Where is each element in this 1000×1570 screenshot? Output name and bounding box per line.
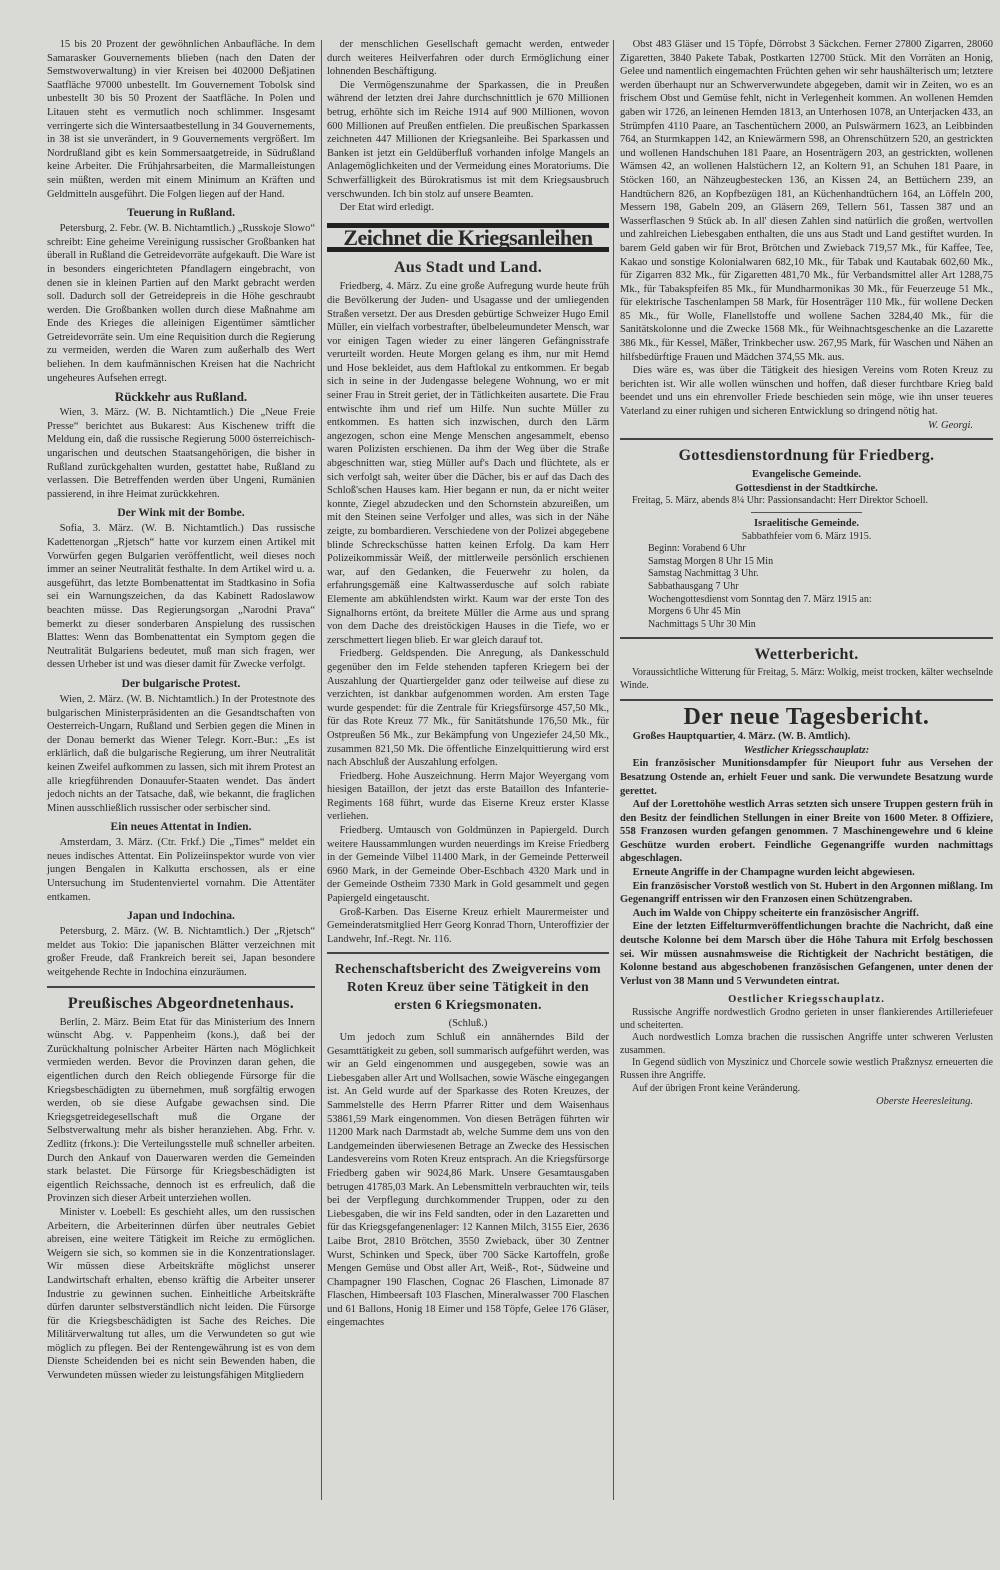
article-paragraph: Friedberg. Geldspenden. Die Anregung, als Dankesschuld gegenüber den im Felde stehenden tapferen Kriegern bei der Auszahlung der Quartiergelder ganz oder teilweise auf diese zu verzichten, ist dankbar aufgenommen worden. Am ersten Tage wurde gespendet: für die Zentrale für Kriegsfürsorge 457,50 Mk., für das Rote Kreuz 77 Mk., für Sanitätshunde 176,50 Mk., für Ostpreußen 56 Mk., zur Bekämpfung von Ungeziefer 24,50 Mk., zusammen 821,50 Mk. Die öffentliche Einzelquittierung wird erst nach Abschluß der Auszahlung erfolgen. — [327, 648, 609, 769]
dateline: Großes Hauptquartier, 4. März. (W. B. Amtlich). — [632, 731, 851, 743]
signature: W. Georgi. — [927, 419, 973, 431]
report-paragraph: Ein französischer Munitionsdampfer für Nieuport fuhr aus Versehen der Besatzung Ostende an, erhielt Feuer und sank. Die verwundete Besatzung wurde gerettet. — [620, 758, 993, 797]
column-3 — [620, 38, 993, 1109]
article-paragraph: Wien, 3. März. (W. B. Nichtamtlich.) Die „Neue Freie Presse“ berichtet aus Bukarest: Aus Kischenew trifft die Meldung ein, daß die russische Regierung 5000 österreichisch-ungarischen und deutschen Staatsangehörigen, die bisher in Rußland zurückgehalten wurden, gestattet habe, Rußland zu verlassen. Die Betreffenden werden über Ungeni, Rumänien passierend, in ihre Heimat zurückkehren. — [47, 407, 315, 500]
service-notice: Freitag, 5. März, abends 8¼ Uhr: Passionsandacht: Herr Direktor Schoell. — [632, 495, 929, 507]
divider — [620, 637, 993, 639]
divider — [751, 512, 863, 513]
headline-teuerung: Teuerung in Rußland. — [127, 207, 235, 220]
divider — [620, 438, 993, 440]
subheading: Evangelische Gemeinde. — [751, 469, 862, 481]
subheading: Sabbathfeier vom 6. März 1915. — [741, 530, 872, 542]
article-continuation: 15 bis 20 Prozent der gewöhnlichen Anbaufläche. In dem Samarasker Gouvernements blieben (nach den Daten der Semstwoverwaltung) in vier Kreisen bei 402000 Deßjatinen Saatfläche 97000 unbestellt. Im Gouvernement Tobolsk sind unbestellt 30 bis 50 Prozent der Saatfläche. In Polen und Litauen steht es vermutlich noch schlimmer. Insgesamt verringerte sich die Wintersaatbestellung in 34 Gouvernements, in 38 ist sie unverändert, in 9 Gouvernements vergrößert. Im Nordrußland gibt es kein Sommersaatgetreide, in Südrußland keine Arbeiter. Die Frühjahrsarbeiten, die Marmalleistungen sein müßten, werden mit einem Minimum an Kräften und Geldmitteln ausgeführt. Die Folgen liegen auf der Hand. — [47, 39, 315, 200]
service-time: Morgens 6 Uhr 45 Min — [648, 606, 741, 618]
subheading: Oestlicher Kriegsschauplatz. — [728, 994, 885, 1006]
service-time: Nachmittags 5 Uhr 30 Min — [648, 618, 756, 630]
article-paragraph: Groß-Karben. Das Eiserne Kreuz erhielt Maurermeister und Gemeinderatsmitglied Herr Georg Konrad Thorn, Unteroffizier der Landwehr, Inf.-Regt. Nr. 116. — [327, 906, 609, 945]
headline-rotes-kreuz: Rechenschaftsbericht des Zweigvereins vom Roten Kreuz über seine Tätigkeit in den ersten 6 Kriegsmonaten. — [335, 961, 601, 1013]
report-paragraph: Russische Angriffe nordwestlich Grodno gerieten in unser flankierendes Artilleriefeuer und scheiterten. — [620, 1007, 993, 1031]
divider — [327, 952, 609, 954]
headline-japan: Japan und Indochina. — [127, 910, 235, 923]
article-paragraph: Minister v. Loebell: Es geschieht alles, um den russischen Arbeitern, die Arbeiterinnen dürfen über neutrales Gebiet abreisen, eine weitere Tätigkeit im Reiche zu ermöglichen. Weigern sie sich, so kommen sie in die Konzentrationslager. Wir müssen diese Arbeitskräfte möglichst unserer Landwirtschaft erhalten, ebenso kräftig die Arbeiter unserer Industrie zu gewinnen suchen. Einheitliche Arbeitskräfte dürfen darunter selbstverständlich nicht leiden. Die Fürsorge für die Kriegsbeschädigten ist Sache des Reiches. Die Militärverwaltung tut alles, um die Verwundeten so gut wie möglich zu pflegen. Bei der Rentengewährung ist es von dem Dienste Scheidenden bei es nicht sein Bewenden haben, die Verwundeten müssen wieder zu leistungsfähigen Mitgliedern — [47, 1206, 315, 1382]
divider — [47, 986, 315, 988]
headline-wetter: Wetterbericht. — [754, 646, 859, 664]
article-paragraph: Wien, 2. März. (W. B. Nichtamtlich.) In der Protestnote des bulgarischen Ministerpräsidenten an die Gesandtschaften von Oesterreich-Ungarn, Rußland und Serbien gegen die Minen in der Donau bemerkt das Wiener Telegr. Korr.-Bur.: „Es ist erklärlich, daß die bulgarische Regierung, um ihrer Neutralität keinen Zweifel aufkommen zu lassen, sich mit ihrem Protest an alle kriegführenden Donauufer-Staaten wendet. Das ändert jedoch nichts an der Tatsache, daß, wie bekannt, die fraglichen Minen ausschließlich russischer oder serbischer sind. — [47, 693, 315, 814]
report-paragraph: Erneute Angriffe in der Champagne wurden leicht abgewiesen. — [632, 867, 915, 879]
headline-wink: Der Wink mit der Bombe. — [117, 507, 245, 520]
article-paragraph: Petersburg, 2. März. (W. B. Nichtamtlich.) Der „Rjetsch“ meldet aus Tokio: Die japanischen Blätter verzeichnen mit großer Freude, daß Frankreich bereit sei, Japan besondere weitgehende Rechte in Indochina einzuräumen. — [47, 926, 315, 979]
report-paragraph: Ein französischer Vorstoß westlich von St. Hubert in den Argonnen mißlang. Im Gegenangriff entrissen wir den Franzosen einen Schützengraben. — [620, 880, 993, 906]
headline-stadt-land: Aus Stadt und Land. — [394, 259, 542, 277]
headline-tagesbericht: Der neue Tagesbericht. — [683, 703, 930, 730]
article-paragraph: Friedberg. Hohe Auszeichnung. Herrn Major Weyergang vom hiesigen Bataillon, der jetzt das erste Bataillon des Infanterie-Regiments 168 führt, wurde das Eiserne Kreuz erster Klasse verliehen. — [327, 770, 609, 823]
service-time: Samstag Nachmittag 3 Uhr. — [648, 568, 759, 580]
article-paragraph: Amsterdam, 3. März. (Ctr. Frkf.) Die „Times“ meldet ein neues indisches Attentat. Ein Polizeiinspektor wurde von vier jungen Bengalen in Kalkutta erschossen, als er eine Untersuchung im Studentenviertel vornahm. Die Attentäter entkamen. — [47, 837, 315, 903]
subheading: Israelitische Gemeinde. — [754, 518, 859, 529]
service-time: Samstag Morgen 8 Uhr 15 Min — [648, 555, 774, 567]
report-paragraph: Eine der letzten Eiffelturmveröffentlichungen brachte die Nachricht, daß eine deutsche Kolonne bei dem Marsch über die Höhe Tahura mit Erfolg beschossen sei. Wir müssen ausnahmsweise die Richtigkeit der Nachricht bestätigen, die Kolonne bestand aus abgeschobenen französischen Gefangenen, unter denen der Verlust von 38 Mann und 5 Verwundeten eintrat. — [620, 921, 993, 987]
report-paragraph: Auch nordwestlich Lomza brachen die russischen Angriffe unter schweren Verlusten zusammen. — [620, 1032, 993, 1056]
signature: Oberste Heeresleitung. — [875, 1096, 973, 1108]
subheading: Westlicher Kriegsschauplatz: — [743, 744, 870, 756]
report-paragraph: In Gegend südlich von Myszinicz und Chorcele sowie westlich Praßznysz erneuerten die Russen ihre Angriffe. — [620, 1057, 993, 1081]
headline-protest: Der bulgarische Protest. — [121, 677, 241, 690]
continuation-note: (Schluß.) — [448, 1018, 488, 1030]
headline-rueckkehr: Rückkehr aus Rußland. — [114, 389, 248, 405]
article-paragraph: Friedberg, 4. März. Zu eine große Aufregung wurde heute früh die Bevölkerung der Juden- und Usagasse und der umliegenden Straßen versetzt. Der aus Dresden gebürtige Schweizer Hugo Emil Müller, ein vielfach vorbestrafter, übelbeleumundeter Mensch, war vor einigen Tagen wieder zu einer längeren Gefängnisstrafe verurteilt worden. Heute Morgen gelang es ihm, nur mit Hemd und Hose bekleidet, aus dem Haftlokal zu entkommen. Er begab sich in seine in der Judengasse belegene Wohnung, wo er mit seiner Frau in Streit geriet, der in Tätlichkeiten ausartete. Die Frau entwischte ihm und rief um Hilfe. Nun suchte Müller zu entkommen. Es hatten sich inzwischen, durch den Lärm angezogen, schon eine Menge Menschen angesammelt, ebenso waren Polizisten erschienen. Da ihm der Weg über die Straße abgeschnitten war, stieg Müller auf's Dach und flüchtete, als er sich verfolgt sah, weiter über die Dächer, bis er auf das Dach des Schloß'schen Hauses kam. Hier begann er nun, da er nicht weiter konnte, Ziegel abzudecken und den Schornstein abzureißen, um mit den Steinen seine Verfolger und alles, was sich in der Nähe zeigte, zu bombardieren. Verschiedene von der Polizei abgegebene blinde Schreckschüsse hatten keinen Erfolg. Da kam Herr Polizeikommissär Weiß, der mittlerweile persönlich erschienen war, auf den Gedanken, die Feuerwehr zu holen, da erfahrungsgemäß eine Kaltwasserdusche auf solch rabiate Elemente am abkühlendsten wirkt. Kaum war der erste Ton des Signalhorns ertönt, da breitete Müller die Arme aus und sprang von dem Dache des dreistöckigen Hauses in die Tiefe, wo er zerschmettert liegen blieb. Er war gleich darauf tot. — [327, 281, 609, 646]
article-paragraph: Die Vermögenszunahme der Sparkassen, die in Preußen während der letzten drei Jahre durchschnittlich je 670 Millionen betrug, erhöhte sich im Reiche 1914 auf 900 Millionen, wovon 600 Millionen auf Preußen entfielen. Die preußischen Sparkassen zeichneten 447 Millionen der Kriegsanleihe. Bei Sparkassen und Banken ist jetzt ein Geldüberfluß vorhanden infolge Mangels an Anlagemöglichkeiten und der Vermeidung eines Moratoriums. Die Schwerfälligkeit des Bürokratismus ist mit dem Kriegsausbruch verschwunden. Ich bin stolz auf unsere Beamten. — [327, 79, 609, 200]
article-paragraph: Der Etat wird erledigt. — [339, 202, 435, 214]
service-time: Sabbathausgang 7 Uhr — [648, 580, 739, 592]
service-times — [620, 543, 993, 631]
article-paragraph: Um jedoch zum Schluß ein annäherndes Bild der Gesamttätigkeit zu geben, soll summarisch aufgeführt werden, was wir an Geld eingenommen und ausgegeben, sowie was an Liebesgaben aller Art und Wollsachen, sowie Wäsche eingegangen ist. An Geld wurde auf der Sparkasse des Roten Kreuzes, der Sammelstelle des Herrn Pfarrer Ritter und dem Waisenhaus 53861,59 Mark eingenommen. Von diesen Beträgen führten wir 11200 Mark nach Darmstadt ab, welche Summe dem uns von den Landgemeinden überwiesenen Betrage an Zwecke des Hessischen Landesvereins vom Roten Kreuz entsprach. An die Kriegsfürsorge Friedberg gaben wir 9024,86 Mark. Unsere Gesamtausgaben betrugen 41785,03 Mark. An Lebensmitteln verbrauchten wir, teils bei der Verpflegung durchkommender Truppen, oder zu den Liebesgaben, die wir ins Feld sandten, oder in den Lazaretten und für das Kriegsgefangenenlager: 12 Kannen Milch, 3155 Eier, 2636 Laibe Brot, 2810 Brötchen, 3550 Zwieback, über 30 Zentner Wurst, Schinken und Speck, über 700 Säcke Kartoffeln, große Mengen Gemüse und Obst aller Art, Weiß-, Rot-, Südweine und Champagner 190 Flaschen, Cognac 26 Flaschen, Limonade 87 Flaschen, Himbeersaft 103 Flaschen, Mineralwasser 700 Flaschen und 61 Ballons, Honig 18 Eimer und 158 Töpfe, Gelee 176 Gläser, eingemachtes — [327, 1032, 609, 1329]
column-rule — [613, 40, 614, 1500]
subheading: Gottesdienst in der Stadtkirche. — [735, 482, 878, 494]
article-continuation: der menschlichen Gesellschaft gemacht werden, entweder durch weiteres Heilverfahren oder durch Ermöglichung einer lohnenden Beschäftigung. — [327, 39, 609, 78]
war-bond-banner: Zeichnet die Kriegsanleihen — [327, 223, 609, 253]
report-paragraph: Auf der übrigen Front keine Veränderung. — [632, 1082, 801, 1094]
weather-text: Voraussichtliche Witterung für Freitag, 5. März: Wolkig, meist trocken, kälter wechselnde Winde. — [620, 667, 993, 691]
report-paragraph: Auf der Lorettohöhe westlich Arras setzten sich unsere Truppen gestern früh in den Besitz der feindlichen Stellungen in einer Breite von 1600 Meter. 8 Offiziere, 558 Franzosen wurden gefangen genommen. 7 Maschinengewehre und 6 kleine Geschütze wurden erobert. Feindliche Gegenangriffe wurden nachmittags abgeschlagen. — [620, 799, 993, 865]
article-paragraph: Friedberg. Umtausch von Goldmünzen in Papiergeld. Durch weitere Haussammlungen wurden neuerdings im Kreise Friedberg in der Gemeinde Vilbel 11400 Mark, in der Gemeinde Petterweil 6960 Mark, in der Gemeinde Ober-Eschbach 4320 Mark und in der Gemeinde Ostheim 7330 Mark in Gold gesammelt und gegen Papiergeld eingetauscht. — [327, 825, 609, 905]
article-paragraph: Berlin, 2. März. Beim Etat für das Ministerium des Innern wünscht Abg. v. Pappenheim (kons.), daß bei der Zurückhaltung polnischer Arbeiter Härten nach Möglichkeit vermieden werden. Bevor die Provinzen daran gehen, die eigentlichen durch den Reich obliegende Fürsorge für die Kriegsbeschädigten zu übernehmen, muß sorgfältig erwogen werden, ob sie diese Aufgabe gewachsen sind. Die Kriegsgetreidegesellschaft muß die Organe der Selbstverwaltung mehr als bisher heranziehen. Abg. Frhr. v. Zedlitz (frkons.): Die Verteilungsstelle muß schneller arbeiten. Durch den Ankauf von Dauerwaren werden die Gemeinden stark belastet. Die Fürsorge für Kriegsbeschädigten ist eigentlich Reichssache, dennoch ist es erfreulich, daß die Provinzen sich dieser Arbeit unterziehen wollen. — [47, 1016, 315, 1205]
column-2 — [327, 38, 609, 1330]
article-paragraph: Sofia, 3. März. (W. B. Nichtamtlich.) Das russische Kadettenorgan „Rjetsch“ hatte vor kurzem einen Artikel mit Vorwürfen gegen Bulgarien veröffentlicht, weil dieses noch immer an seiner Neutralität festhalte. In dem Artikel wird u. a. ausgeführt, das letzte Bombenattentat im Stadtkasino in Sofia sei ein Warnungszeichen, da das Kabinett Radoslawow beachten müsse. Das Regierungsorgan „Narodni Prava“ bemerkt zu dieser sonderbaren Anspielung des russischen Blattes: Wenn das Bombenattentat ein Symptom gegen die Neutralität Bulgariens bedeutet, muß man sich fragen, wer dessen Urheber ist und was dieser damit für Zwecke verfolgt. — [47, 523, 315, 671]
article-paragraph: Dies wäre es, was über die Tätigkeit des hiesigen Vereins vom Roten Kreuz zu berichten ist. Wir alle wollen wünschen und hoffen, daß dieser furchtbare Krieg bald beendet und uns ein ehrenvoller Friede beschieden sein möge, wie ihn unser teueres Vaterland zu einer ruhigen und sicheren Entwicklung so dringend nötig hat. — [620, 365, 993, 418]
column-1 — [47, 38, 315, 1383]
headline-abgeordnetenhaus: Preußisches Abgeordnetenhaus. — [67, 994, 295, 1012]
article-paragraph: Petersburg, 2. Febr. (W. B. Nichtamtlich.) „Russkoje Slowo“ schreibt: Eine geheime Vereinigung russischer Großbanken hat überall in Rußland die Getreidevorräte aufgekauft. Die Ware ist in besonders eingerichteten Pfandlagern eingebracht, von denen sie in kleinen Partien auf den Markt gebracht werden soll. Dadurch soll der Getreidepreis in die Höhe geschraubt werden. Die Großbanken wollen durch diese Maßnahme am Ende des Krieges die alleinigen Eigentümer sämtlicher Getreidevorräte sein. Um eine Requisition durch die Regierung zu vermeiden, werden die Waren zum außerhalb des Wert beliehen. In dem kaufmännischen Kreisen hat die Nachricht ungeheures Aufsehen erregt. — [47, 223, 315, 384]
column-rule — [321, 40, 322, 1500]
report-paragraph: Auch im Walde von Chippy scheiterte ein französischer Angriff. — [632, 907, 919, 919]
service-time: Beginn: Vorabend 6 Uhr — [648, 543, 746, 555]
service-time: Wochengottesdienst vom Sonntag den 7. März 1915 an: — [648, 593, 872, 605]
headline-attentat: Ein neues Attentat in Indien. — [110, 821, 252, 834]
divider — [620, 699, 993, 701]
article-continuation: Obst 483 Gläser und 15 Töpfe, Dörrobst 3 Säckchen. Ferner 27800 Zigarren, 28060 Zigaretten, 3840 Pakete Tabak, Postkarten 12700 Stück. Mit den Vorräten an Honig, Gelee und namentlich eingemachten Früchten gehen wir sehr haushälterisch um; letztere werden überhaupt nur an Schwerverwundete abgegeben, damit wir in Zeiten, wo es an frischem Obst und Gemüse fehlt, nicht in Verlegenheit kommen. An wollenen Hemden gaben wir 1726, an leinenen Hemden 1813, an Unterhosen 1078, an Unterjacken 433, an Strümpfen 4110 Paare, an Taschentüchern 2000, an Pulswärmern 1623, an Leibbinden 764, an Sturmkappen 142, an Kniewärmern 598, an Ohrenschützern 520, an gestrickten und wollenen Handschuhen 181 Paare, an Hosenträgern 203, an gestrickten, wollenen Wämsen 42, an wollenen Halstüchern 12, an Koltern 91, an Schuhen 181 Paare, in Stöcken 160, an Nähzeugbestecken 136, an Kissen 24, an Bettüchern 239, an Handtüchern 826, an Kopfbezügen 181, an Küchenhandtüchern 164, an Löffeln 200, Messern 198, Gabeln 209, an Gläsern 269, Tellern 561, Tassen 387 und an Wasserflaschen 9 Stück ab. In all' diesen Zahlen sind natürlich die großen, wertvollen und zahlreichen Liebesgaben enthalten, die uns aus Stadt und Land gestiftet wurden. In barem Geld gaben wir für Brot, Brötchen und Zwieback 719,57 Mk., für Kaffee, Tee, Kakao und sonstige Kolonialwaren 682,10 Mk., für Tabak und Kautabak 602,60 Mk., für Zigarren 832 Mk., für Zigaretten 481,70 Mk., für Verbandsmittel aller Art 1288,75 Mk., für Tabakspfeifen 85 Mk., für Mundharmonikas 30 Mk., für Feuerzeuge 51 Mk., für elektrische Taschenlampen 58 Mark, für Hosenträger 110 Mk., für wollene Decken 85 Mk., für Wolle, Flanellstoffe und wollene Sachen 3284,40 Mk., für die Sanitätskolonne und die Zwecke 1568 Mk., für Weihnachtsgeschenke an die Lazarette 386 Mk., für Kessel, Mäßer, Trinkbecher usw. 267,95 Mark, für Waschen und Nähen an hilfsbedürftige Frauen und Mädchen 374,55 Mk. aus. — [620, 39, 993, 363]
headline-gottesdienst: Gottesdienstordnung für Friedberg. — [678, 447, 935, 465]
